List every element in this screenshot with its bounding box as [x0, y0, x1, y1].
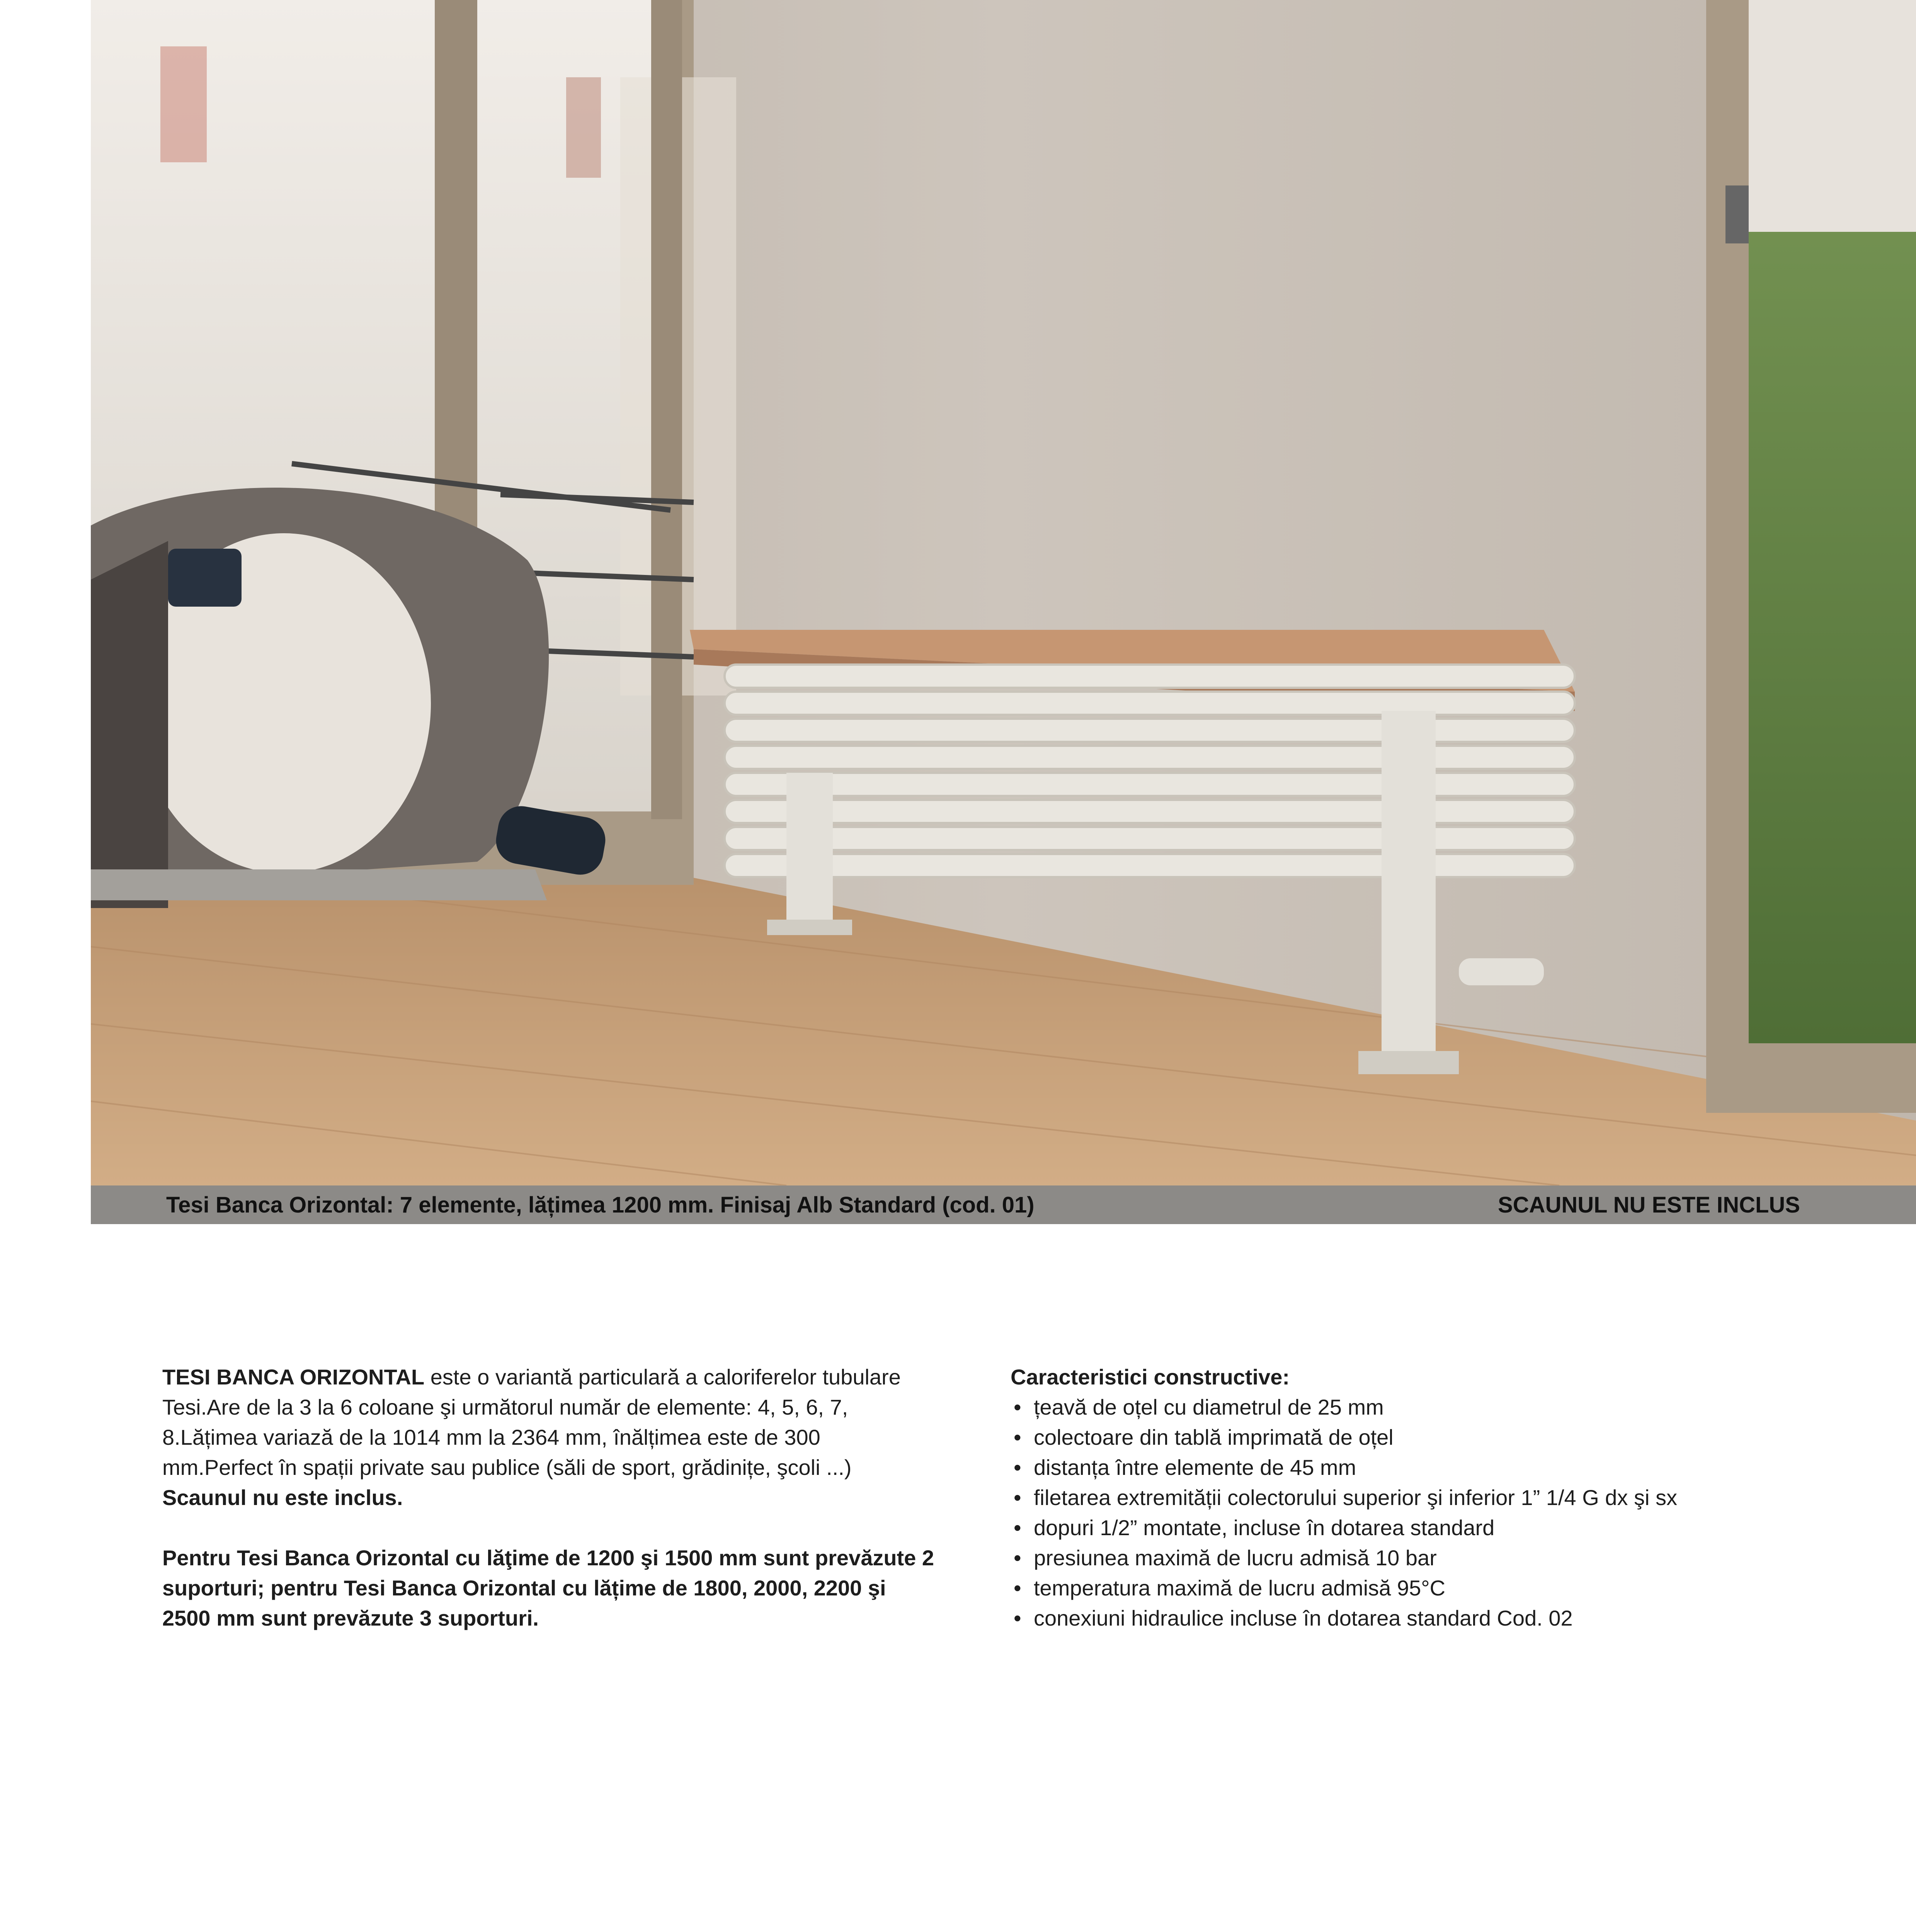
- seat-not-included-note: Scaunul nu este inclus.: [162, 1485, 403, 1510]
- specs-list: [1011, 1392, 1803, 1633]
- spec-item: • distanța între elemente de 45 mm: [1011, 1452, 1803, 1483]
- product-name: TESI BANCA ORIZONTAL: [162, 1365, 425, 1389]
- intro-body: este o variantă particulară a caloriferelor tubulare Tesi.Are de la 3 la 6 coloane şi următorul număr de elemente: 4, 5, 6, 7, 8.Lățimea variază de la 1014 mm la 2364 mm, înălțimea este de 300 mm.Perfect în spații private sau publice (săli de sport, grădinițe, şcoli ...): [162, 1365, 901, 1480]
- specs-title: Caracteristici constructive:: [1011, 1365, 1290, 1389]
- spec-item: • filetarea extremității colectorului superior şi inferior 1” 1/4 G dx şi sx: [1011, 1483, 1803, 1513]
- spec-item: • colectoare din tablă imprimată de oțel: [1011, 1422, 1803, 1452]
- supports-note: Pentru Tesi Banca Orizontal cu lăţime de 1200 şi 1500 mm sunt prevăzute 2 suporturi; pentru Tesi Banca Orizontal cu lățime de 1800, 2000, 2200 şi 2500 mm sunt prevăzute 3 suporturi.: [162, 1546, 934, 1630]
- spec-item: • dopuri 1/2” montate, incluse în dotarea standard: [1011, 1513, 1803, 1543]
- specs-block: [1011, 1362, 1803, 1633]
- intro-paragraph: [162, 1362, 935, 1483]
- product-photo: [91, 0, 1916, 1185]
- caption-seat-note: SCAUNUL NU ESTE INCLUS: [1498, 1192, 1800, 1218]
- spec-item: • temperatura maximă de lucru admisă 95°C: [1011, 1573, 1803, 1603]
- intro-text-block: [162, 1362, 935, 1633]
- spec-item: • țeavă de oțel cu diametrul de 25 mm: [1011, 1392, 1803, 1422]
- spec-item: • presiunea maximă de lucru admisă 10 bar: [1011, 1543, 1803, 1573]
- caption-text: Tesi Banca Orizontal: 7 elemente, lățimea 1200 mm. Finisaj Alb Standard (cod. 01): [166, 1192, 1035, 1218]
- photo-caption-bar: [91, 1185, 1916, 1224]
- spec-item: • conexiuni hidraulice incluse în dotarea standard Cod. 02: [1011, 1603, 1803, 1633]
